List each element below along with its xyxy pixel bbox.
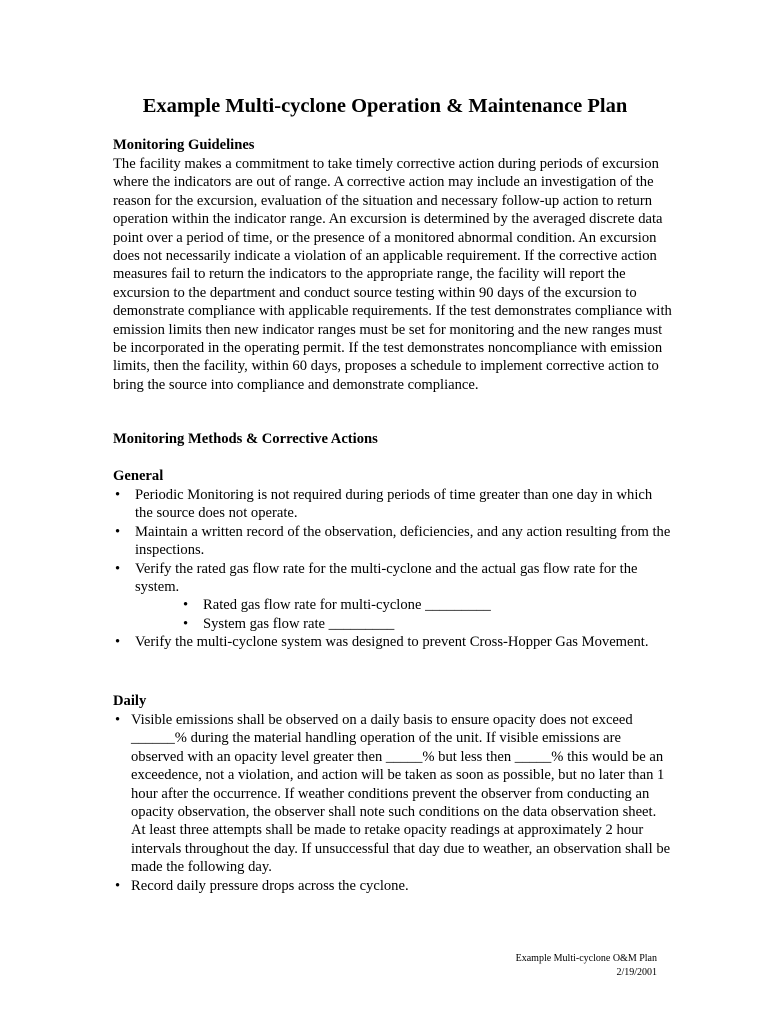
page-title: Example Multi-cyclone Operation & Maintenance Plan bbox=[142, 95, 628, 117]
monitoring-guidelines-paragraph: The facility makes a commitment to take timely corrective action during periods of excursion where the indicators are out of range. A corrective action may include an investigation of the reason for the excursion, evaluation of the situation and necessary follow-up action to return operation within the indicator range. An excursion is determined by the averaged discrete data point over a period of time, or the presence of a monitored abnormal condition. An excursion does not necessarily indicate a violation of an applicable requirement. If the corrective action measures fail to return the indicators to the appropriate range, the facility will report the excursion to the department and conduct source testing within 90 days of the excursion to demonstrate compliance with applicable requirements. If the test demonstrates compliance with emission limits then new indicator ranges must be set for monitoring and the new ranges must be incorporated in the operating permit. If the test demonstrates noncompliance with emission limits, then the facility, within 60 days, proposes a schedule to implement corrective action to bring the source into compliance and demonstrate compliance. bbox=[113, 156, 672, 393]
list-item bbox=[113, 877, 673, 895]
list-item bbox=[113, 560, 673, 634]
bullet-icon: • bbox=[115, 877, 121, 894]
list-item-text: Maintain a written record of the observation, deficiencies, and any action resulting from the inspections. bbox=[135, 523, 671, 559]
bullet-icon: • bbox=[115, 712, 121, 728]
list-item bbox=[113, 711, 673, 877]
list-item-text: Record daily pressure drops across the cyclone. bbox=[131, 877, 409, 894]
list-item bbox=[113, 633, 673, 651]
list-item-text: Verify the multi-cyclone system was designed to prevent Cross-Hopper Gas Movement. bbox=[135, 634, 649, 651]
daily-heading: Daily bbox=[113, 693, 147, 709]
list-item-text: Periodic Monitoring is not required during periods of time greater than one day in which the source does not operate. bbox=[135, 487, 653, 522]
monitoring-methods-heading: Monitoring Methods & Corrective Actions bbox=[113, 431, 378, 447]
general-list bbox=[113, 486, 673, 652]
daily-list bbox=[113, 711, 673, 895]
footer-date: 2/19/2001 bbox=[616, 967, 657, 978]
list-item-text: Verify the rated gas flow rate for the multi-cyclone and the actual gas flow rate for the system. bbox=[135, 560, 638, 596]
sub-list-item-text: System gas flow rate _________ bbox=[203, 615, 395, 632]
sub-list-item bbox=[135, 615, 673, 633]
list-item-text: Visible emissions shall be observed on a daily basis to ensure opacity does not exceed ______% during the material handling operation of the unit. If visible emissions are observed with an opacity level greater then _____% but less then _____% this would be an exceedence, not a violation, and action will be taken as soon as possible, but no later than 1 hour after the occurrence. If weather conditions prevent the observer from conducting an opacity observation, the observer shall note such conditions on the data observation sheet. At least three attempts shall be made to retake opacity readings at approximately 2 hour intervals throughout the day. If unsuccessful that day due to weather, an observation shall be made the following day. bbox=[131, 712, 671, 876]
monitoring-guidelines-heading: Monitoring Guidelines bbox=[113, 137, 255, 153]
bullet-icon: • bbox=[183, 597, 189, 614]
sub-list-item bbox=[135, 596, 673, 614]
bullet-icon: • bbox=[115, 560, 121, 577]
footer-document-name: Example Multi-cyclone O&M Plan bbox=[515, 953, 657, 964]
list-item bbox=[113, 523, 673, 560]
bullet-icon: • bbox=[183, 615, 189, 632]
bullet-icon: • bbox=[115, 523, 121, 540]
list-item bbox=[113, 486, 673, 523]
sub-list-item-text: Rated gas flow rate for multi-cyclone _________ bbox=[203, 597, 491, 614]
flow-rate-sublist bbox=[135, 596, 673, 633]
bullet-icon: • bbox=[115, 634, 121, 651]
bullet-icon: • bbox=[115, 487, 121, 503]
general-heading: General bbox=[113, 468, 164, 484]
